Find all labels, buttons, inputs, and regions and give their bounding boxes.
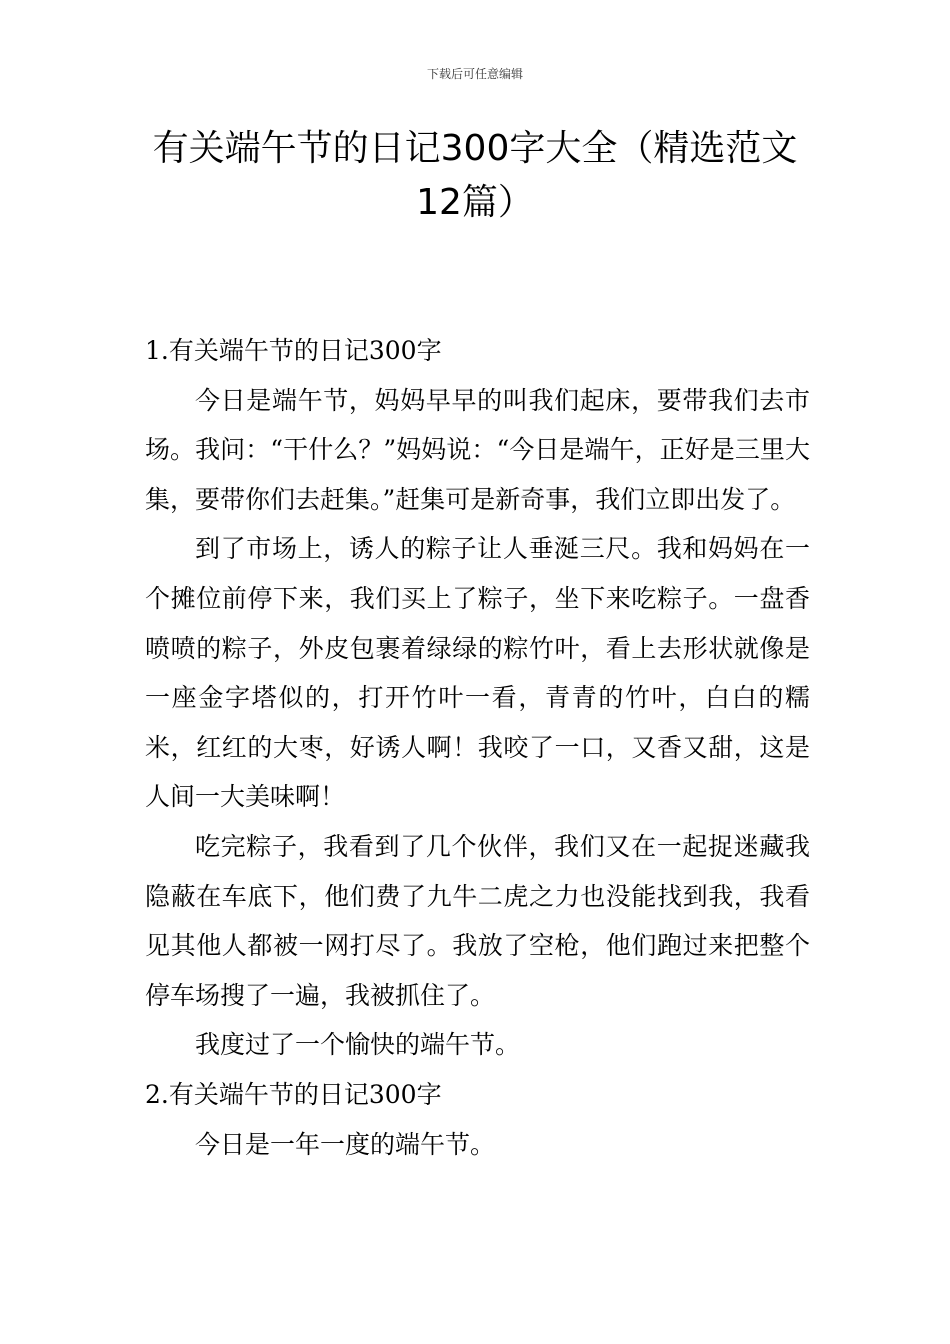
section-1-heading: 1.有关端午节的日记300字 bbox=[145, 336, 442, 365]
section-2-heading: 2.有关端午节的日记300字 bbox=[145, 1079, 442, 1109]
section-1-paragraph-4: 我度过了一个愉快的端午节。 bbox=[195, 1030, 521, 1060]
section-2-paragraph-1: 今日是一年一度的端午节。 bbox=[195, 1129, 496, 1159]
document-title bbox=[140, 122, 810, 230]
section-1-paragraph-2: 到了市场上，诱人的粽子让人垂涎三尺。我和妈妈在一个摊位前停下来，我们买上了粽子，坐下来吃粽子。一盘香喷喷的粽子，外皮包裹着绿绿的粽竹叶，看上去形状就像是一座金字塔似的，打开竹叶一看，青青的竹叶，白白的糯米，红红的大枣，好诱人啊！我咬了一口，又香又甜，这是人间一大美味啊！ bbox=[145, 534, 810, 812]
document-title-line-2: 12篇） bbox=[416, 182, 534, 223]
document-title-line-1: 有关端午节的日记300字大全（精选范文 bbox=[152, 128, 798, 169]
header-note: 下载后可任意编辑 bbox=[426, 67, 523, 81]
section-1-paragraph-1: 今日是端午节，妈妈早早的叫我们起床，要带我们去市场。我问：“干什么？”妈妈说：“今日是端午，正好是三里大集，要带你们去赶集。”赶集可是新奇事，我们立即出发了。 bbox=[145, 385, 810, 514]
section-1-paragraph-3: 吃完粽子，我看到了几个伙伴，我们又在一起捉迷藏我隐蔽在车底下，他们费了九牛二虎之力也没能找到我，我看见其他人都被一网打尽了。我放了空枪，他们跑过来把整个停车场搜了一遍，我被抓住了。 bbox=[145, 831, 810, 1010]
document-body bbox=[145, 326, 810, 1169]
